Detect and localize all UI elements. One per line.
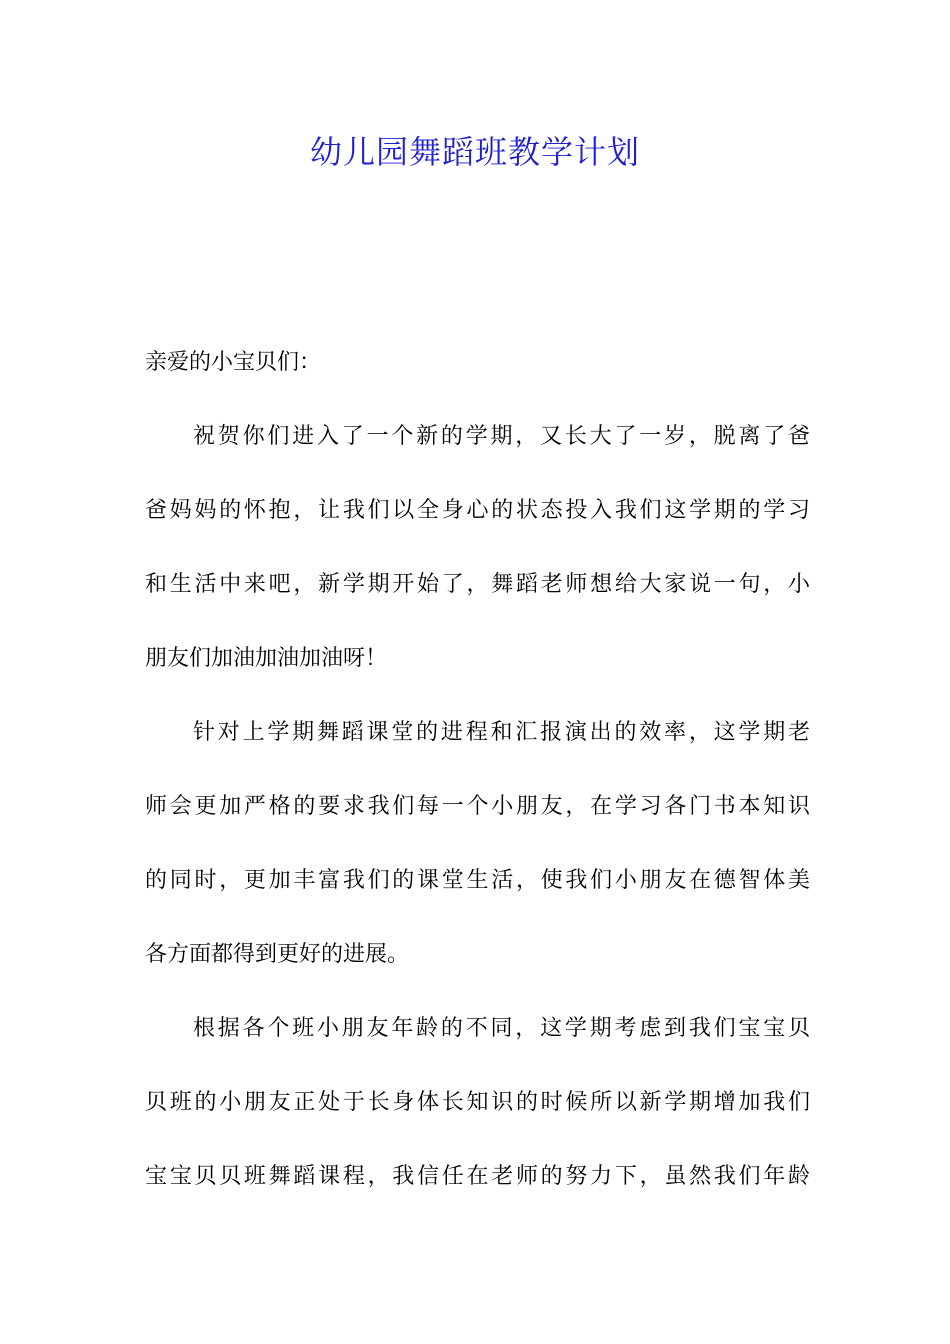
paragraph-line: 根据各个班小朋友年龄的不同，这学期考虑到我们宝宝贝 <box>193 1016 810 1041</box>
paragraph-line: 师会更加严格的要求我们每一个小朋友，在学习各门书本知识 <box>145 794 810 819</box>
salutation: 亲爱的小宝贝们： <box>145 350 322 375</box>
paragraph-line: 针对上学期舞蹈课堂的进程和汇报演出的效率，这学期老 <box>193 720 810 745</box>
paragraph-3 <box>145 1004 810 1201</box>
paragraph-line: 的同时，更加丰富我们的课堂生活，使我们小朋友在德智体美 <box>145 868 810 893</box>
paragraph-line: 朋友们加油加油加油呀！ <box>145 646 388 671</box>
paragraph-line: 贝班的小朋友正处于长身体长知识的时候所以新学期增加我们 <box>145 1090 810 1115</box>
paragraph-line: 和生活中来吧，新学期开始了，舞蹈老师想给大家说一句，小 <box>145 572 810 597</box>
paragraph-line: 宝宝贝贝班舞蹈课程，我信任在老师的努力下，虽然我们年龄 <box>145 1164 810 1189</box>
paragraph-2 <box>145 708 810 979</box>
paragraph-line: 爸妈妈的怀抱，让我们以全身心的状态投入我们这学期的学习 <box>145 498 810 523</box>
document-body <box>145 338 810 1226</box>
document-title: 幼儿园舞蹈班教学计划 <box>309 133 640 171</box>
paragraph-line: 各方面都得到更好的进展。 <box>145 942 410 967</box>
paragraph-1 <box>145 412 810 683</box>
paragraph-line: 祝贺你们进入了一个新的学期，又长大了一岁，脱离了爸 <box>193 424 810 449</box>
